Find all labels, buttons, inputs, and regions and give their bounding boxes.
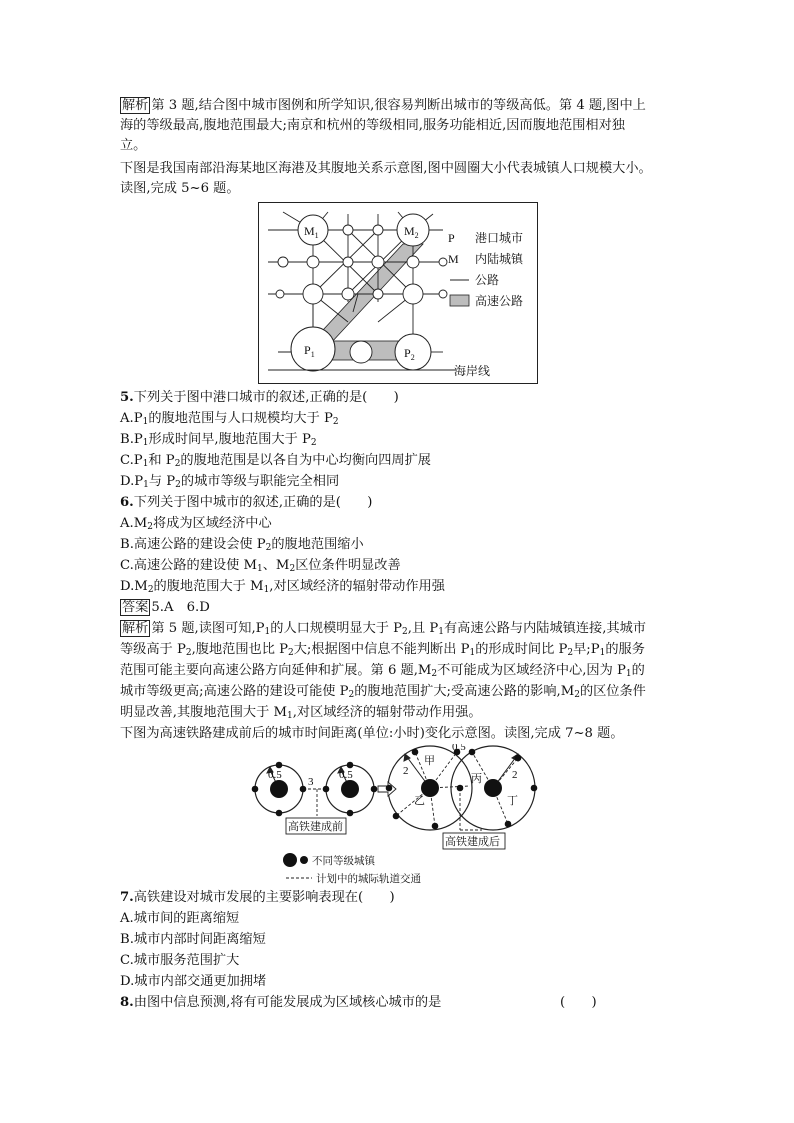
m2-label: $M_2$ xyxy=(404,224,419,240)
p1-label: $P_1$ xyxy=(304,343,315,359)
q5-option-d: $D.P_1$与 $P_2$的城市等级与职能完全相同 xyxy=(120,474,340,490)
analysis2-line-3: 范围可能主要向高速公路方向延伸和扩展。第 6 题$,M_2$不可能成为区域经济中心,因为 $P_1$的 xyxy=(120,663,645,679)
q7-option-c: C.城市服务范围扩大 xyxy=(120,953,240,968)
analysis2-line-4: 城市等级更高;高速公路的建设可能使 $P_2$的腹地范围扩大;受高速公路的影响$,M_2$的区位条件 xyxy=(120,684,646,700)
port-hinterland-figure xyxy=(258,202,538,384)
answer-line xyxy=(120,598,210,618)
q7-option-b: B.城市内部时间距离缩短 xyxy=(120,932,266,947)
legend-rail-text: 计划中的城际轨道交通 xyxy=(316,874,421,885)
analysis-line-1 xyxy=(120,96,646,116)
q7-stem: 7.高铁建设对城市发展的主要影响表现在( ) xyxy=(120,890,395,905)
q5-stem: 5.下列关于图中港口城市的叙述,正确的是( ) xyxy=(120,390,399,405)
analysis2-line-5: 明显改善,其腹地范围大于 $M_1$,对区域经济的辐射带动作用强。 xyxy=(120,705,482,721)
label-ding: 丁 xyxy=(507,795,518,807)
analysis-tag-2: 解析 xyxy=(122,621,149,636)
analysis-line-2: 海的等级最高,腹地范围最大;南京和杭州的等级相同,服务功能相近,因而腹地范围相对独 xyxy=(120,118,625,133)
intro-line-1: 下图是我国南部沿海某地区海港及其腹地关系示意图,图中圆圈大小代表城镇人口规模大小。 xyxy=(120,161,652,176)
answer-text: 5.A 6.D xyxy=(151,600,210,615)
legend-m-symbol: M xyxy=(448,252,459,266)
analysis-line-3: 立。 xyxy=(120,138,147,153)
legend-p-text: 港口城市 xyxy=(475,231,524,245)
city-p2 xyxy=(395,334,431,370)
m1-label: $M_1$ xyxy=(304,224,319,240)
legend-town-large xyxy=(283,853,297,867)
label-2-b: 2 xyxy=(512,769,518,781)
q5-option-b: $B.P_1$形成时间早,腹地范围大于 $P_2$ xyxy=(120,432,317,448)
q8-stem: 8.由图中信息预测,将有可能发展成为区域核心城市的是 xyxy=(120,995,442,1010)
label-jia: 甲 xyxy=(424,755,435,767)
analysis-text: 第 3 题,结合图中城市图例和所学知识,很容易判断出城市的等级高低。第 4 题,图中上 xyxy=(151,98,646,113)
legend-highway-text: 高速公路 xyxy=(475,294,524,308)
q6-stem: 6.下列关于图中城市的叙述,正确的是( ) xyxy=(120,495,373,510)
answer-tag: 答案 xyxy=(122,600,149,615)
p2-label: $P_2$ xyxy=(404,346,415,362)
legend-town-text: 不同等级城镇 xyxy=(312,856,375,867)
coastline-label: 海岸线 xyxy=(454,364,491,378)
city-p1 xyxy=(291,327,335,371)
legend-town-small xyxy=(300,856,308,864)
label-bing: 丙 xyxy=(471,773,482,785)
q8-answer-paren: ( ) xyxy=(560,995,597,1010)
analysis2-line-2: 等级高于 $P_2$,腹地范围也比 $P_2$大;根据图中信息不能判断出 $P_1$的形成时间比 $P_2$早$;P_1$的服务 xyxy=(120,642,645,658)
q7-option-a: A.城市间的距离缩短 xyxy=(120,911,240,926)
intro2-line: 下图为高速铁路建成前后的城市时间距离(单位:小时)变化示意图。读图,完成 7~8 题。 xyxy=(120,726,624,741)
q6-option-c: C.高速公路的建设使 $M_1$、$M_2$区位条件明显改善 xyxy=(120,558,401,574)
analysis-tag: 解析 xyxy=(122,98,149,113)
label-05-c: 0.5 xyxy=(452,744,466,753)
label-05-a: 0.5 xyxy=(268,769,282,781)
analysis2-line-1: 解析 第 5 题,读图可知$,P_1$的人口规模明显大于 $P_2$,且 $P_1$有高速公路与内陆城镇连接,其城市 xyxy=(122,621,646,637)
label-2-a: 2 xyxy=(403,765,409,777)
q6-option-d: $D.M_2$的腹地范围大于 $M_1$,对区域经济的辐射带动作用强 xyxy=(120,579,445,595)
q5-option-a: $A.P_1$的腹地范围与人口规模均大于 $P_2$ xyxy=(120,411,339,427)
legend-highway-swatch xyxy=(450,295,469,306)
q6-option-a: $A.M_2$将成为区域经济中心 xyxy=(120,516,272,532)
legend-road-text: 公路 xyxy=(475,273,500,287)
legend-p-symbol: P xyxy=(448,231,455,245)
intro-line-2: 读图,完成 5~6 题。 xyxy=(120,181,240,196)
before-label: 高铁建成前 xyxy=(288,821,343,833)
q7-option-d: D.城市内部交通更加拥堵 xyxy=(120,974,267,989)
label-05-b: 0.5 xyxy=(339,769,353,781)
legend-m-text: 内陆城镇 xyxy=(475,252,524,266)
q6-option-b: B.高速公路的建设会使 $P_2$的腹地范围缩小 xyxy=(120,537,364,553)
label-3: 3 xyxy=(308,776,314,788)
q5-option-c: $C.P_1$和 $P_2$的腹地范围是以各自为中心均衡向四周扩展 xyxy=(120,453,431,469)
hsr-figure xyxy=(250,744,550,889)
after-label: 高铁建成后 xyxy=(445,836,500,848)
label-yi: 乙 xyxy=(414,795,425,807)
